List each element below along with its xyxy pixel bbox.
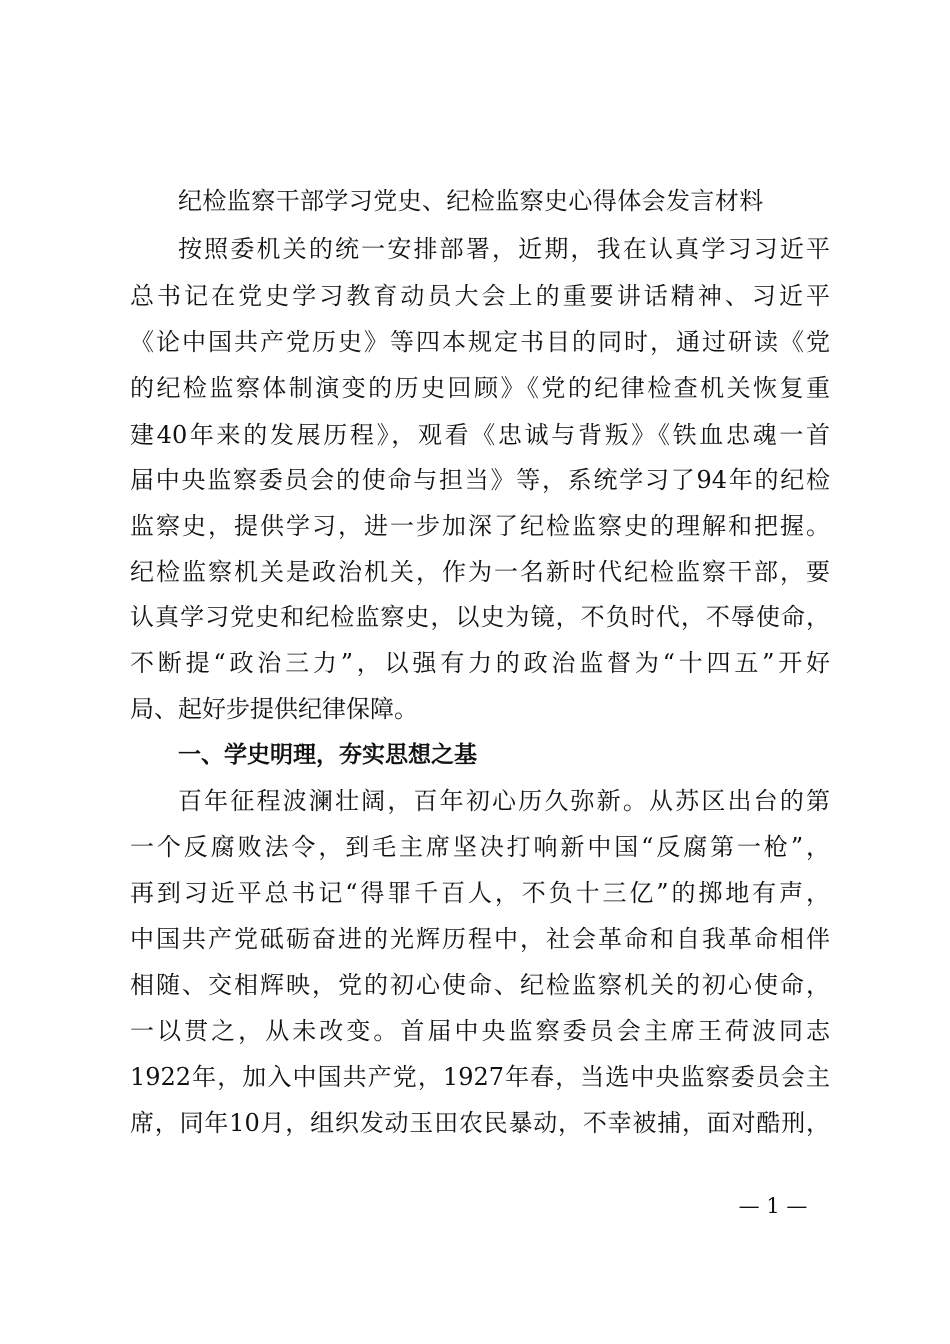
paragraph-2-line: 一以贯之，从未改变。首届中央监察委员会主席王荷波同志 (130, 1017, 830, 1045)
paragraph-1-line: 不断提“政治三力”，以强有力的政治监督为“十四五”开好 (130, 649, 830, 677)
paragraph-2-line: 席，同年10月，组织发动玉田农民暴动，不幸被捕，面对酷刑， (130, 1109, 830, 1137)
paragraph-1-line: 的纪检监察体制演变的历史回顾》《党的纪律检查机关恢复重 (130, 374, 830, 402)
paragraph-2-line: 1922年，加入中国共产党，1927年春，当选中央监察委员会主 (130, 1063, 830, 1091)
document-title: 纪检监察干部学习党史、纪检监察史心得体会发言材料 (178, 187, 764, 215)
page-number: — 1 — (738, 1194, 808, 1218)
paragraph-1-line: 建40年来的发展历程》，观看《忠诚与背叛》《铁血忠魂一首 (130, 421, 830, 449)
paragraph-1-line: 届中央监察委员会的使命与担当》等，系统学习了94年的纪检 (130, 466, 830, 494)
paragraph-1-line: 按照委机关的统一安排部署，近期，我在认真学习习近平 (178, 235, 830, 263)
paragraph-1-line: 局、起好步提供纪律保障。 (130, 695, 418, 723)
paragraph-1-line: 认真学习党史和纪检监察史，以史为镜，不负时代，不辱使命， (130, 603, 830, 631)
paragraph-2-line: 再到习近平总书记“得罪千百人，不负十三亿”的掷地有声， (130, 879, 830, 907)
paragraph-1-line: 监察史，提供学习，进一步加深了纪检监察史的理解和把握。 (130, 512, 830, 540)
paragraph-2-line: 相随、交相辉映，党的初心使命、纪检监察机关的初心使命， (130, 971, 830, 999)
paragraph-1-line: 纪检监察机关是政治机关，作为一名新时代纪检监察干部，要 (130, 558, 830, 586)
paragraph-2-line: 中国共产党砥砺奋进的光辉历程中，社会革命和自我革命相伴 (130, 925, 830, 953)
paragraph-1-line: 总书记在党史学习教育动员大会上的重要讲话精神、习近平 (130, 282, 830, 310)
paragraph-1-line: 《论中国共产党历史》等四本规定书目的同时，通过研读《党 (130, 328, 830, 356)
section-heading-1: 一、学史明理，夯实思想之基 (178, 742, 477, 768)
paragraph-2-line: 一个反腐败法令，到毛主席坚决打响新中国“反腐第一枪”， (130, 833, 830, 861)
paragraph-2-line: 百年征程波澜壮阔，百年初心历久弥新。从苏区出台的第 (178, 787, 830, 815)
